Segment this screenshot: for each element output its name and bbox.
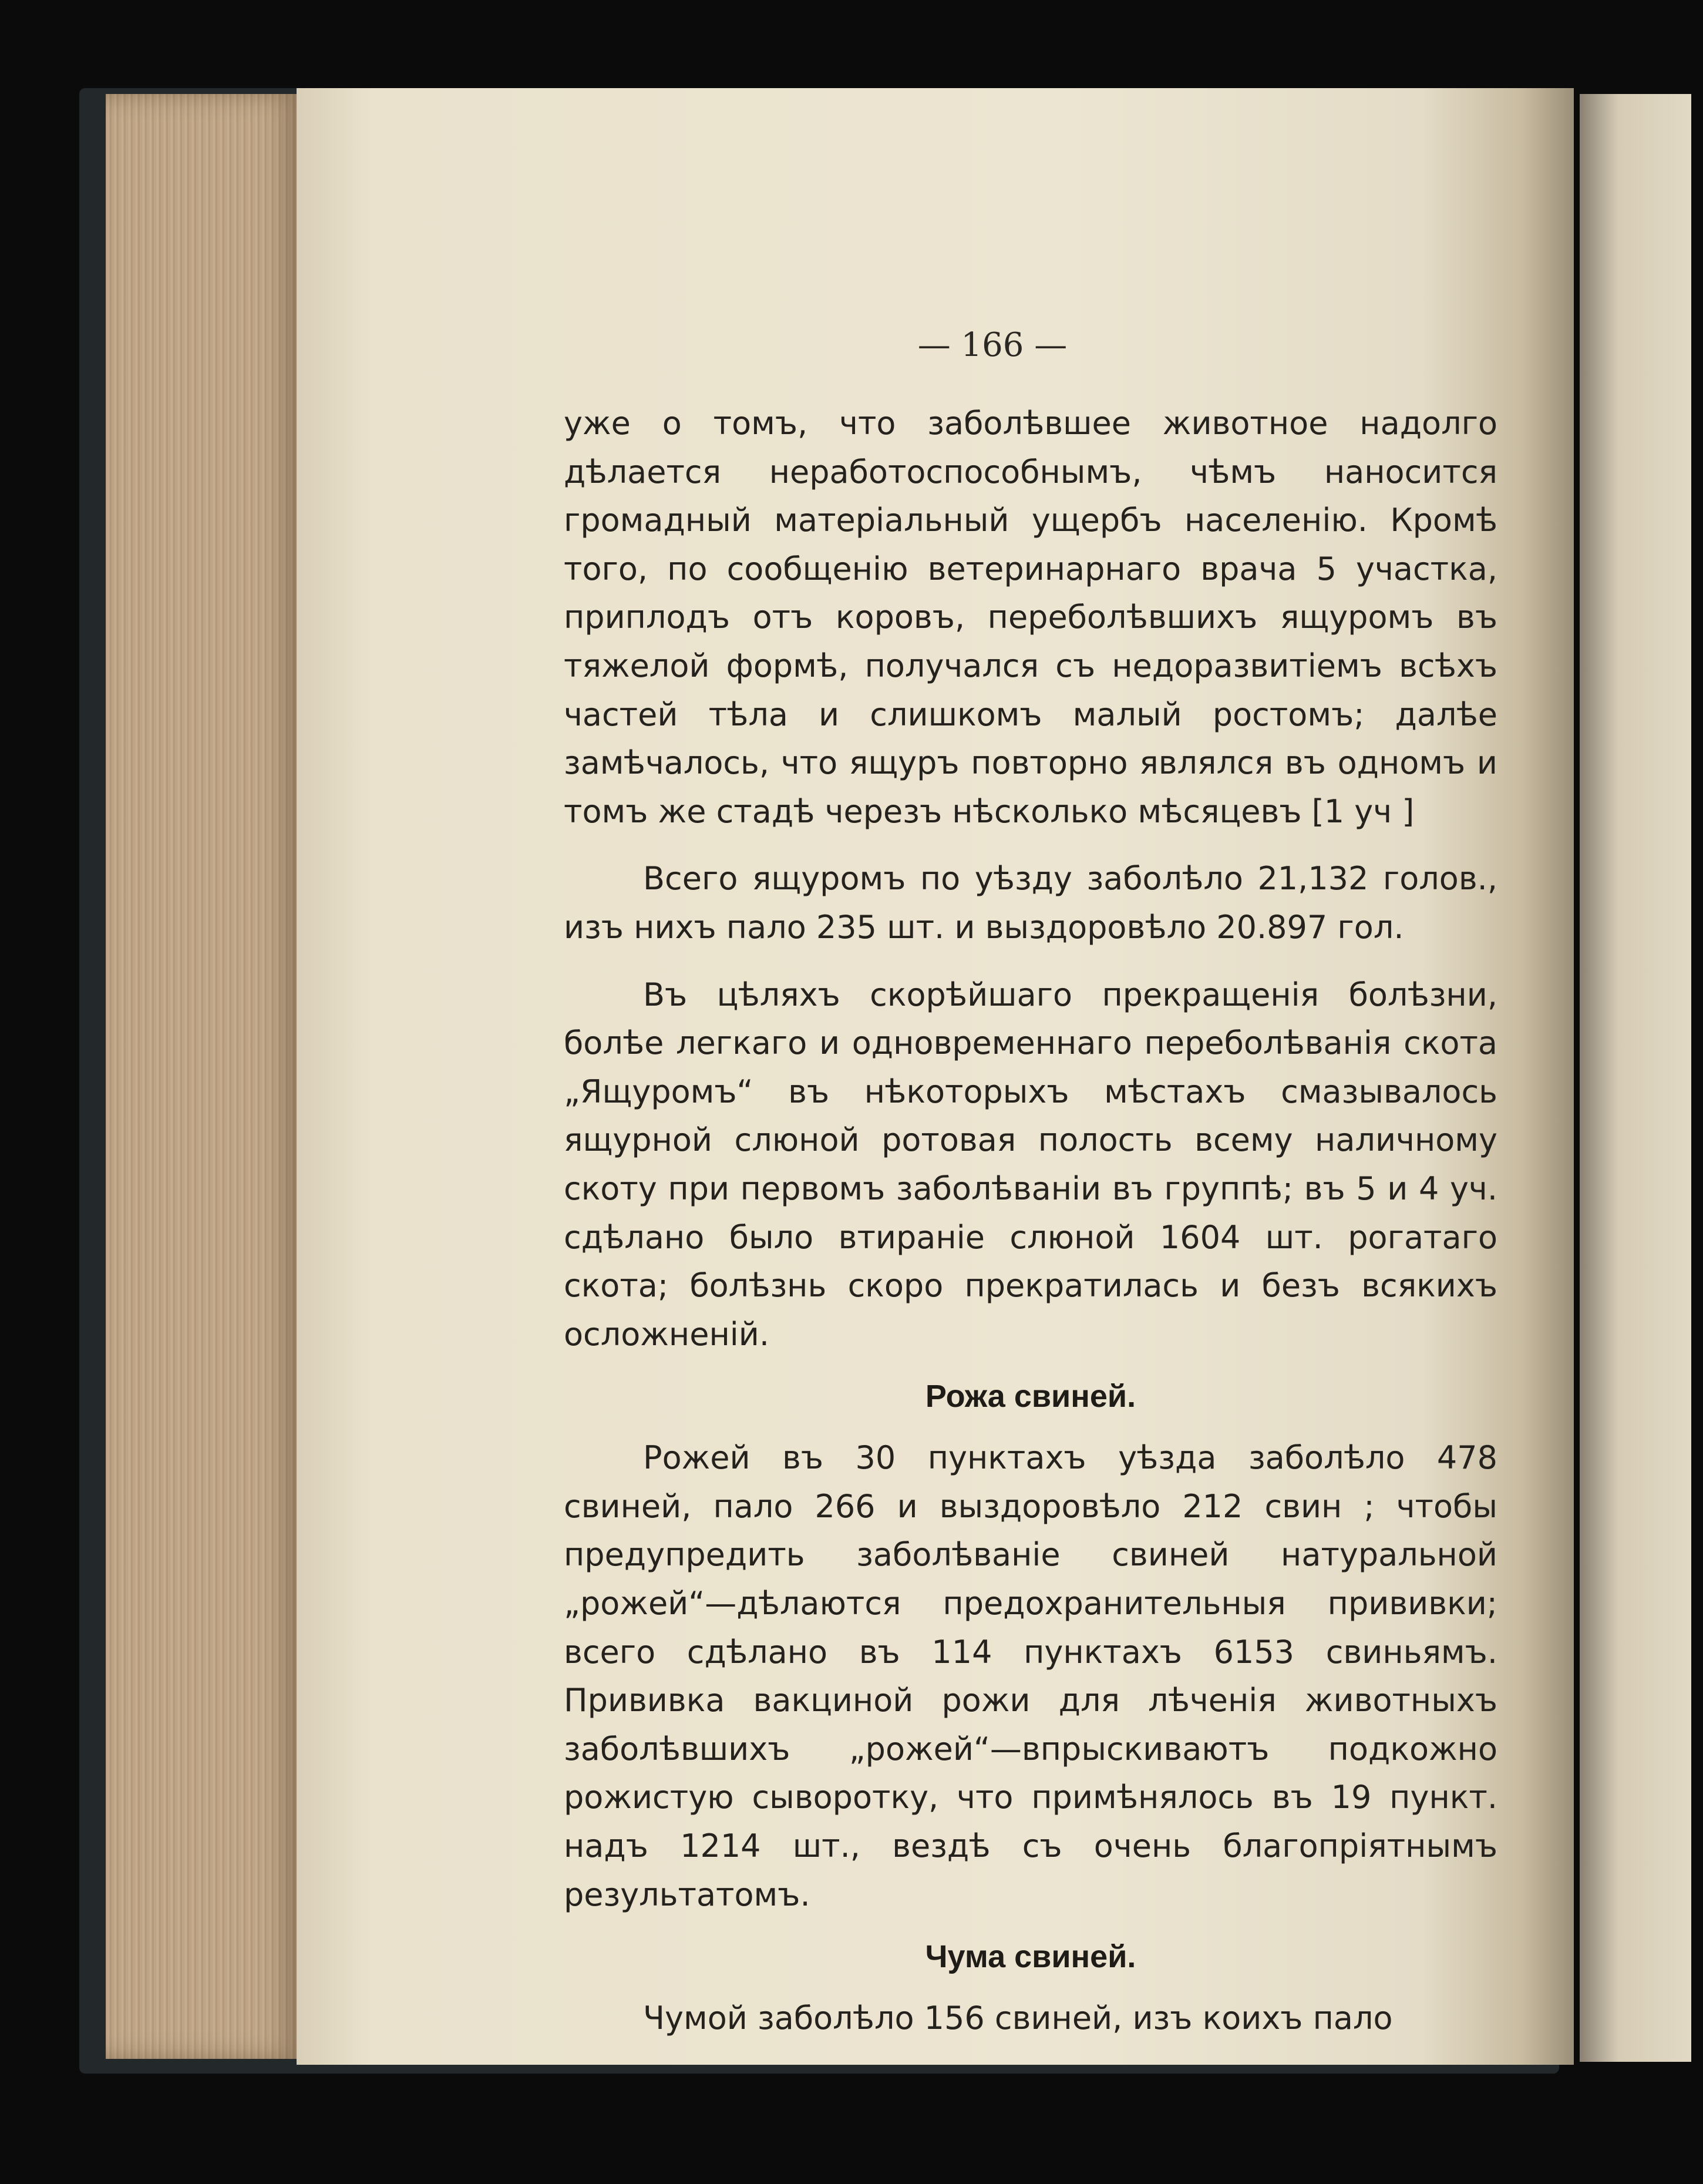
paragraph-swine-plague: Чумой заболѣло 156 свиней, изъ коихъ пало <box>643 2000 1393 2037</box>
section-heading-swine-erysipelas: Рожа свиней. <box>925 1379 1136 1414</box>
page-stack-edge <box>106 94 299 2059</box>
page-text <box>564 399 1497 2043</box>
page-number: — 166 — <box>917 326 1068 364</box>
facing-page-edge <box>1580 94 1691 2062</box>
paragraph-continuation: уже о томъ, что заболѣвшее животное надолго дѣлается неработоспособнымъ, чѣмъ наносится громадный матеріальный ущербъ населенію. Кромѣ того, по сообщенію ветеринарнаго врача 5 участка, приплодъ отъ коровъ, переболѣвшихъ ящуромъ въ тяжелой формѣ, получался съ недоразвитіемъ всѣхъ частей тѣла и слишкомъ малый ростомъ; далѣе замѣчалось, что ящуръ повторно являлся въ одномъ и томъ же стадѣ черезъ нѣсколько мѣсяцевъ [1 уч ] <box>564 405 1497 830</box>
section-heading-swine-plague: Чума свиней. <box>925 1939 1136 1975</box>
book-page <box>297 88 1574 2065</box>
paragraph-treatment: Въ цѣляхъ скорѣйшаго прекращенія болѣзни, болѣе легкаго и одновременнаго переболѣванія скота „Ящуромъ“ въ нѣкоторыхъ мѣстахъ смазывалось ящурной слюной ротовая полость всему наличному скоту при первомъ заболѣваніи въ группѣ; въ 5 и 4 уч. сдѣлано было втираніе слюной 1604 шт. рогатаго скота; болѣзнь скоро прекратилась и безъ всякихъ осложненій. <box>564 976 1497 1353</box>
paragraph-totals: Всего ящуромъ по уѣзду заболѣло 21,132 голов., изъ нихъ пало 235 шт. и выздоровѣло 20.897 гол. <box>564 860 1497 946</box>
paragraph-swine-erysipelas: Рожей въ 30 пунктахъ уѣзда заболѣло 478 свиней, пало 266 и выздоровѣло 212 свин ; чтобы предупредить заболѣваніе свиней натуральной „рожей“—дѣлаются предохранительныя прививки; всего сдѣлано въ 114 пунктахъ 6153 свиньямъ. Прививка вакциной рожи для лѣченія животныхъ заболѣвшихъ „рожей“—впрыскиваютъ подкожно рожистую сыворотку, что примѣнялось въ 19 пункт. надъ 1214 шт., вездѣ съ очень благопріятнымъ результатомъ. <box>564 1439 1497 1913</box>
